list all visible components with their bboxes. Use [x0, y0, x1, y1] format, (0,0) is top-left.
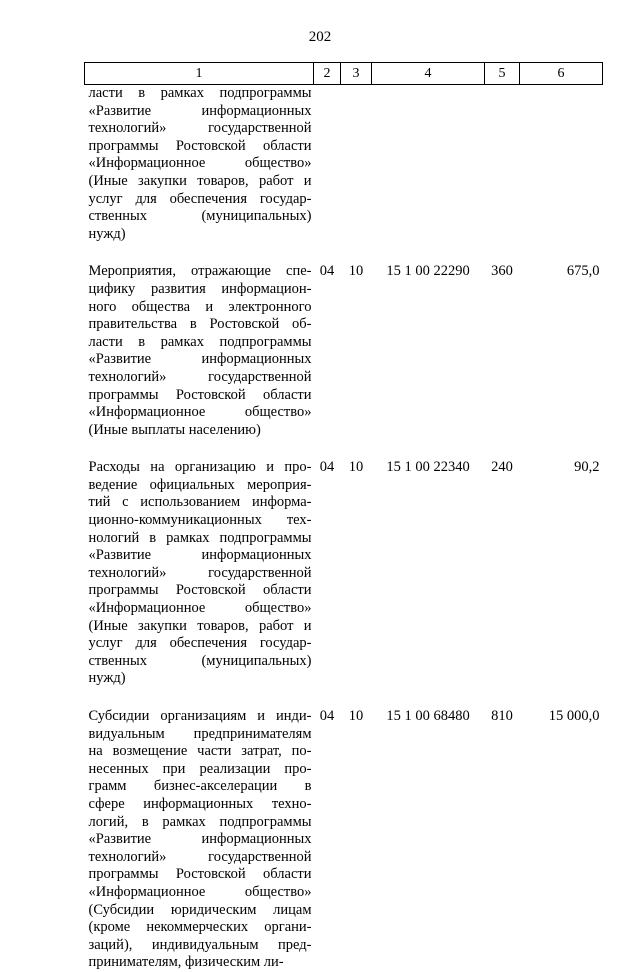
budget-table: [84, 62, 602, 972]
header-col-6: 6: [520, 63, 603, 85]
row-amount: 675,0: [566, 263, 600, 280]
description-line: заций), индивидуальным пред-: [88, 936, 312, 953]
row-description: [85, 459, 314, 708]
row-section: 04: [319, 263, 335, 280]
description-line: принимателям, физическим ли-: [88, 954, 284, 971]
description-line: программы Ростовской области: [88, 137, 312, 154]
description-line: ласти в рамках подпрограммы: [88, 85, 312, 101]
row-amount: 90,2: [574, 459, 600, 476]
description-line: (Иные закупки товаров, работ и: [88, 617, 312, 634]
description-line: нологий в рамках подпрограммы: [88, 529, 312, 546]
description-line: тий с использованием информа-: [88, 494, 312, 511]
row-section: 04: [319, 459, 335, 476]
description-line: программы Ростовской области: [88, 386, 312, 403]
row-section: 04: [319, 708, 335, 724]
description-line: ного общества и электронного: [88, 298, 312, 315]
description-line: (Иные выплаты населению): [88, 421, 261, 438]
description-line: сфере информационных техно-: [88, 795, 312, 812]
table-row: [85, 708, 603, 972]
description-line: цифику развития информацион-: [88, 280, 312, 297]
budget-table-grid: [84, 62, 603, 972]
table-header: [85, 63, 603, 85]
description-line: «Информационное общество»: [88, 600, 312, 617]
header-col-5: 5: [485, 63, 520, 85]
description-line: ведение официальных мероприя-: [88, 476, 312, 493]
row-expense-type: [485, 85, 520, 264]
description-line: «Развитие информационных: [88, 351, 312, 368]
header-col-2: 2: [314, 63, 341, 85]
row-target-article: 15 1 00 22340: [386, 459, 470, 476]
header-row: [85, 63, 603, 85]
description-line: услуг для обеспечения государ-: [88, 635, 312, 652]
description-line: технологий» государственной: [88, 368, 312, 385]
description-line: грамм бизнес-акселерации в: [88, 778, 312, 795]
description-line: технологий» государственной: [88, 564, 312, 581]
row-expense-type: 360: [491, 263, 513, 280]
description-line: технологий» государственной: [88, 120, 312, 137]
description-line: ласти в рамках подпрограммы: [88, 333, 312, 350]
row-expense-type: 810: [491, 708, 513, 724]
description-line: Расходы на организацию и про-: [88, 459, 312, 476]
description-line: Мероприятия, отражающие спе-: [88, 263, 312, 280]
description-line: несенных при реализации про-: [88, 760, 312, 777]
description-line: нужд): [88, 670, 126, 687]
description-line: программы Ростовской области: [88, 866, 312, 883]
page-number: 202: [308, 29, 332, 45]
description-line: «Информационное общество»: [88, 883, 312, 900]
description-line: ционно-коммуникационных тех-: [88, 512, 312, 529]
row-target-article: [372, 85, 485, 264]
description-line: видуальным предпринимателям: [88, 725, 312, 742]
table-row: [85, 85, 603, 264]
description-line: «Информационное общество»: [88, 155, 312, 172]
row-section: [314, 85, 341, 264]
row-subsection: [341, 85, 372, 264]
description-line: ственных (муниципальных): [88, 208, 312, 225]
description-line: правительства в Ростовской об-: [88, 316, 312, 333]
description-line: ственных (муниципальных): [88, 652, 312, 669]
description-line: программы Ростовской области: [88, 582, 312, 599]
description-line: технологий» государственной: [88, 848, 312, 865]
row-subsection: 10: [348, 263, 364, 280]
row-subsection: 10: [348, 708, 364, 724]
table-row: [85, 459, 603, 708]
description-line: «Развитие информационных: [88, 102, 312, 119]
row-description: [85, 85, 314, 264]
description-line: (Иные закупки товаров, работ и: [88, 172, 312, 189]
row-subsection: 10: [348, 459, 364, 476]
row-target-article: 15 1 00 68480: [386, 708, 470, 724]
header-col-3: 3: [341, 63, 372, 85]
row-amount: [520, 85, 603, 264]
row-description: [85, 708, 314, 972]
description-line: на возмещение части затрат, по-: [88, 743, 312, 760]
description-line: «Информационное общество»: [88, 404, 312, 421]
description-line: «Развитие информационных: [88, 547, 312, 564]
header-col-1: 1: [85, 63, 314, 85]
description-line: (кроме некоммерческих органи-: [88, 919, 312, 936]
description-line: (Субсидии юридическим лицам: [88, 901, 312, 918]
description-line: «Развитие информационных: [88, 831, 312, 848]
row-expense-type: 240: [491, 459, 513, 476]
description-line: Субсидии организациям и инди-: [88, 708, 312, 724]
table-body: [85, 85, 603, 972]
header-col-4: 4: [372, 63, 485, 85]
description-line: нужд): [88, 225, 126, 242]
description-line: логий, в рамках подпрограммы: [88, 813, 312, 830]
row-amount: 15 000,0: [548, 708, 600, 724]
table-row: [85, 263, 603, 459]
row-target-article: 15 1 00 22290: [386, 263, 470, 280]
description-line: услуг для обеспечения государ-: [88, 190, 312, 207]
row-description: [85, 263, 314, 459]
